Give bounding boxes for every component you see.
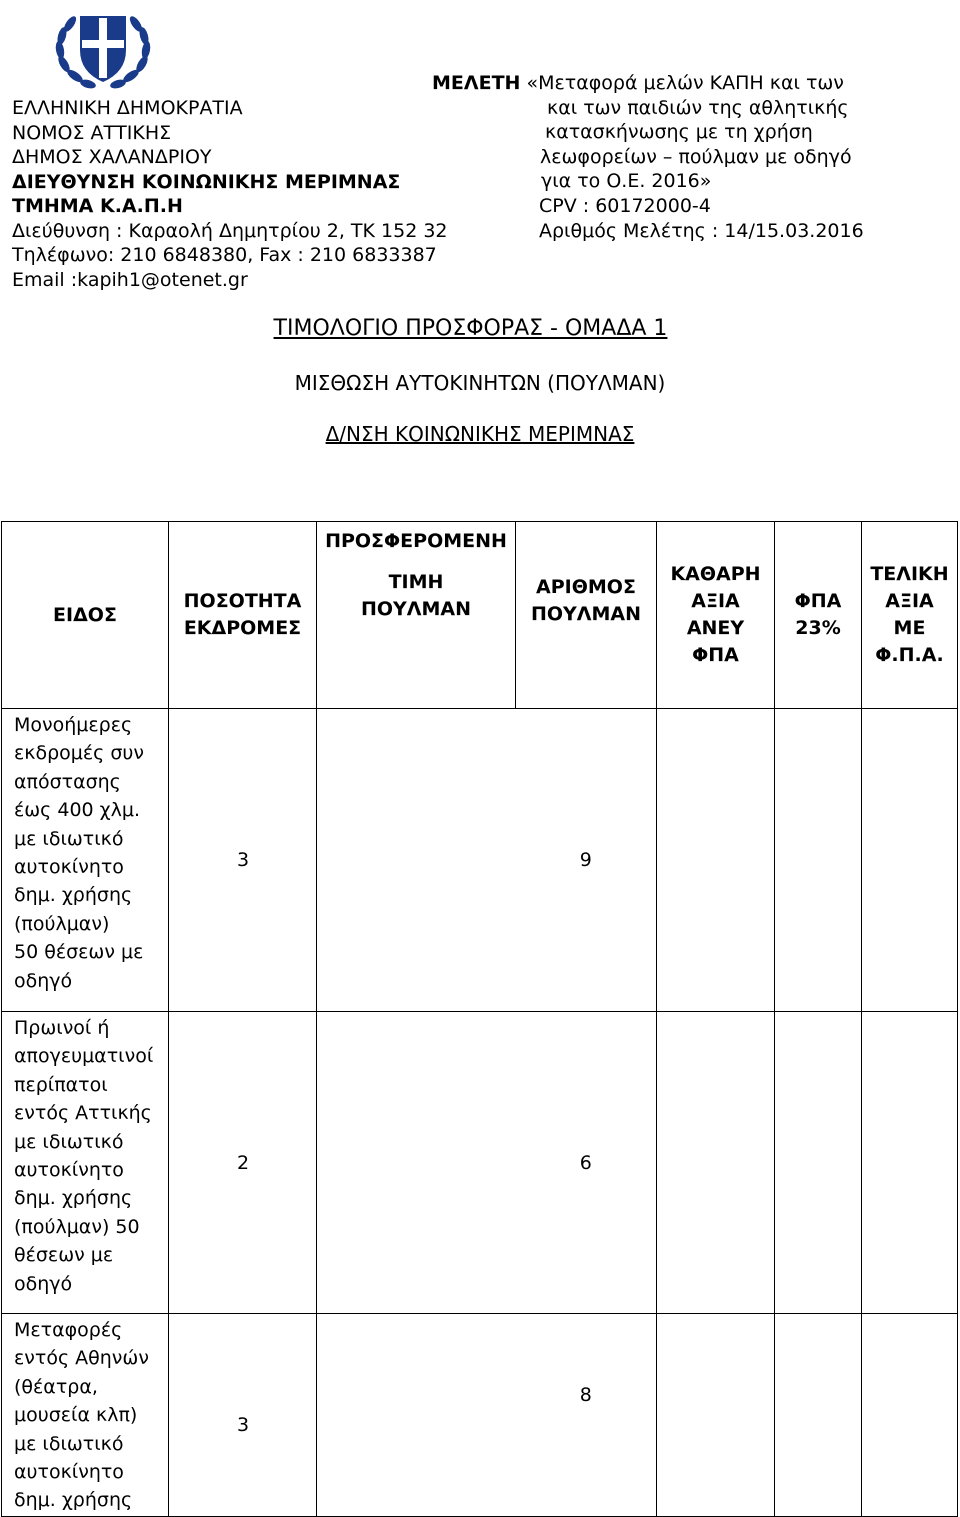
offer-table xyxy=(1,521,958,1517)
municipality-name: ΔΗΜΟΣ ΧΑΛΑΝΔΡΙΟΥ xyxy=(12,146,212,168)
header-offered-price: ΠΡΟΣΦΕΡΟΜΕΝΗ ΤΙΜΗ ΠΟΥΛΜΑΝ xyxy=(317,522,516,709)
row-quantity: 3 xyxy=(169,1314,317,1517)
cpv-code: CPV : 60172000-4 xyxy=(539,194,711,217)
table-row xyxy=(2,1012,958,1314)
row-quantity: 2 xyxy=(169,1012,317,1314)
row-offered-price xyxy=(317,709,516,1012)
department-name: ΤΜΗΜΑ Κ.Α.Π.Η xyxy=(12,195,183,217)
directorate-name: ΔΙΕΥΘΥΝΣΗ ΚΟΙΝΩΝΙΚΗΣ ΜΕΡΙΜΝΑΣ xyxy=(12,170,401,193)
phone-line: Τηλέφωνο: 210 6848380, Fax : 210 6833387 xyxy=(12,244,437,266)
table-row xyxy=(2,1314,958,1517)
header-item: ΕΙΔΟΣ xyxy=(2,522,169,709)
row-bus-count: 8 xyxy=(516,1314,657,1517)
row-bus-count: 6 xyxy=(516,1012,657,1314)
country-name: ΕΛΛΗΝΙΚΗ ΔΗΜΟΚΡΑΤΙΑ xyxy=(12,97,243,119)
study-title-line xyxy=(432,71,864,96)
table-row xyxy=(2,709,958,1012)
prefecture-name: ΝΟΜΟΣ ΑΤΤΙΚΗΣ xyxy=(12,121,172,144)
row-vat xyxy=(775,709,862,1012)
greek-coat-of-arms-emblem xyxy=(50,2,156,94)
row-vat xyxy=(775,1012,862,1314)
row-bus-count: 9 xyxy=(516,709,657,1012)
offer-department: Δ/ΝΣΗ ΚΟΙΝΩΝΙΚΗΣ ΜΕΡΙΜΝΑΣ xyxy=(325,422,635,446)
row-net-value xyxy=(657,709,775,1012)
row-quantity: 3 xyxy=(169,709,317,1012)
row-total-value xyxy=(862,1012,958,1314)
header-total-value: ΤΕΛΙΚΗ ΑΞΙΑ ΜΕ Φ.Π.Α. xyxy=(862,522,958,709)
email-line: Email :kapih1@otenet.gr xyxy=(12,268,248,291)
study-number: Αριθμός Μελέτης : 14/15.03.2016 xyxy=(539,219,864,242)
header-vat: ΦΠΑ 23% xyxy=(775,522,862,709)
row-vat xyxy=(775,1314,862,1517)
header-quantity: ΠΟΣΟΤΗΤΑ ΕΚΔΡΟΜΕΣ xyxy=(169,522,317,709)
row-offered-price xyxy=(317,1012,516,1314)
address-line: Διεύθυνση : Καραολή Δημητρίου 2, ΤΚ 152 32 xyxy=(12,219,448,242)
study-label: ΜΕΛΕΤΗ xyxy=(432,72,521,94)
row-total-value xyxy=(862,1314,958,1517)
row-description: Πρωινοί ή απογευματινοί περίπατοι εντός Αττικής με ιδιωτικό αυτοκίνητο δημ. χρήσης (πούλμαν) 50 θέσεων με οδηγό xyxy=(2,1012,169,1314)
study-title-2: και των παιδιών της αθλητικής xyxy=(547,96,849,119)
study-title-5: για το Ο.Ε. 2016» xyxy=(541,170,712,193)
study-block xyxy=(432,71,864,243)
offer-subtitle: ΜΙΣΘΩΣΗ ΑΥΤΟΚΙΝΗΤΩΝ (ΠΟΥΛΜΑΝ) xyxy=(294,371,666,395)
study-title-1: «Μεταφορά μελών ΚΑΠΗ και των xyxy=(526,72,844,94)
row-description: Μονοήμερες εκδρομές συν απόστασης έως 400 χλμ. με ιδιωτικό αυτοκίνητο δημ. χρήσης (πούλμαν) 50 θέσεων με οδηγό xyxy=(2,709,169,1012)
header-bus-count: ΑΡΙΘΜΟΣ ΠΟΥΛΜΑΝ xyxy=(516,522,657,709)
offer-title: ΤΙΜΟΛΟΓΙΟ ΠΡΟΣΦΟΡΑΣ - ΟΜΑΔΑ 1 xyxy=(273,316,668,341)
row-total-value xyxy=(862,709,958,1012)
table-header-row xyxy=(2,522,958,709)
row-net-value xyxy=(657,1314,775,1517)
row-net-value xyxy=(657,1012,775,1314)
row-description: Μεταφορές εντός Αθηνών (θέατρα, μουσεία κλπ) με ιδιωτικό αυτοκίνητο δημ. χρήσης xyxy=(2,1314,169,1517)
study-title-4: λεωφορείων – πούλμαν με οδηγό xyxy=(540,145,852,168)
study-title-3: κατασκήνωσης με τη χρήση xyxy=(545,121,813,144)
issuer-block xyxy=(12,96,448,292)
row-offered-price xyxy=(317,1314,516,1517)
header-net-value: ΚΑΘΑΡΗ ΑΞΙΑ ΑΝΕΥ ΦΠΑ xyxy=(657,522,775,709)
